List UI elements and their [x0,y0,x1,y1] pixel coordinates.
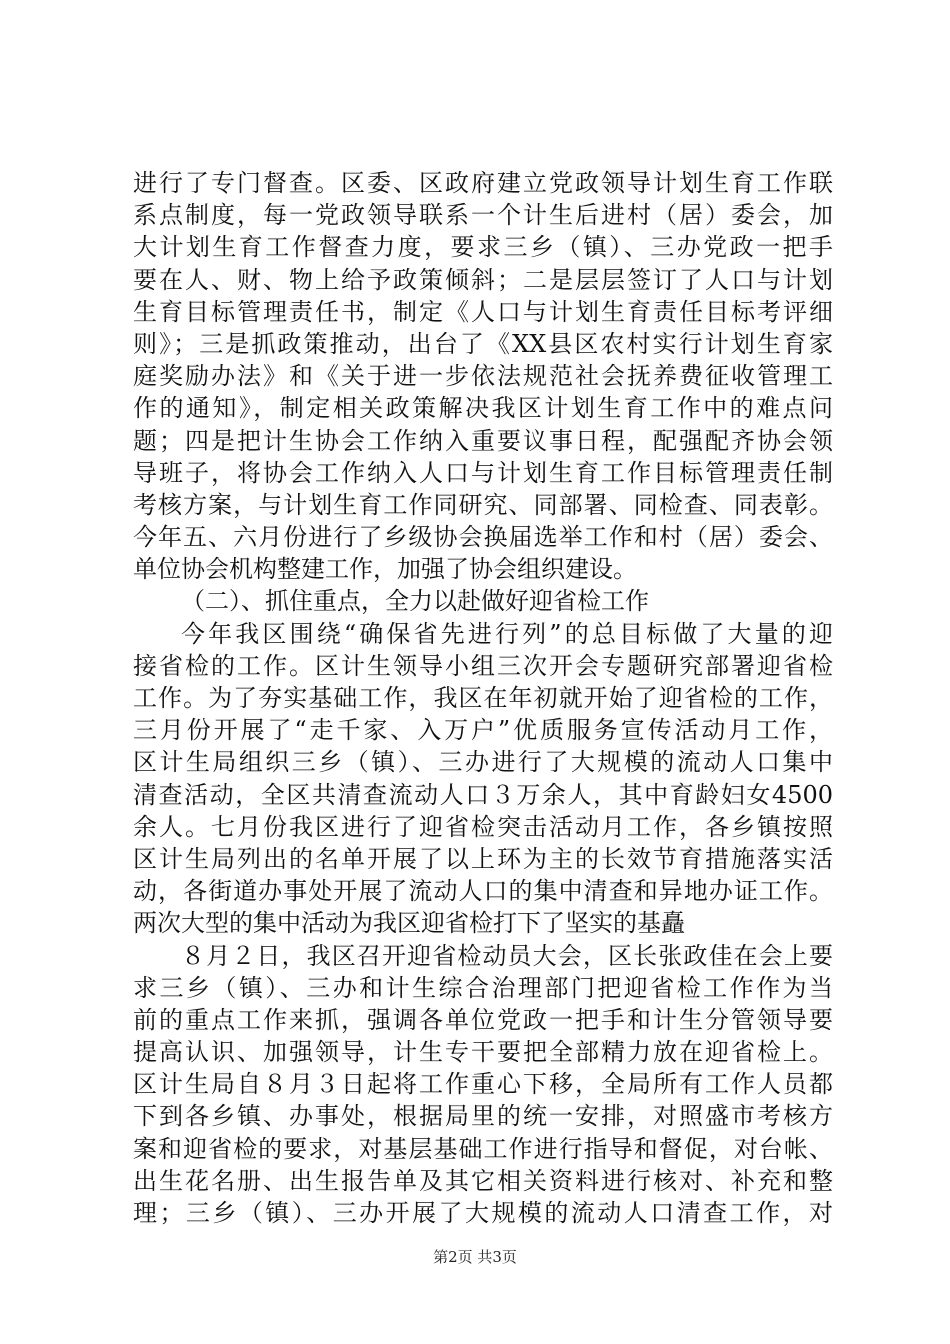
text-line: 区计生局列出的名单开展了以上环为主的长效节育措施落实活 [133,844,833,873]
text-line: 出生花名册、出生报告单及其它相关资料进行核对、补充和整 [133,1166,833,1195]
text-line: 则》；三是抓政策推动，出台了《XX县区农村实行计划生育家 [133,329,833,358]
text-line: 余人。七月份我区进行了迎省检突击活动月工作，各乡镇按照 [133,812,833,841]
text-line: 两次大型的集中活动为我区迎省检打下了坚实的基矗 [133,909,685,938]
text-line: 题；四是把计生协会工作纳入重要议事日程，配强配齐协会领 [133,426,833,455]
text-line: 工作。为了夯实基础工作，我区在年初就开始了迎省检的工作， [133,684,833,712]
text-line: 大计划生育工作督查力度，要求三乡（镇）、三办党政一把手 [133,233,833,262]
text-line: 理；三乡（镇）、三办开展了大规模的流动人口清查工作，对 [133,1199,833,1227]
text-line: 系点制度，每一党政领导联系一个计生后进村（居）委会，加 [133,201,833,230]
text-line: 求三乡（镇）、三办和计生综合治理部门把迎省检工作作为当 [133,973,833,1002]
document-body [133,167,833,1229]
text-line: 案和迎省检的要求，对基层基础工作进行指导和督促，对台帐、 [133,1134,833,1163]
text-line: 今年我区围绕“确保省先进行列”的总目标做了大量的迎 [181,619,833,648]
page-footer: 第2页 共3页 [433,1248,517,1266]
text-line: 作的通知》，制定相关政策解决我区计划生育工作中的难点问 [133,394,833,423]
text-line: 区计生局自８月３日起将工作重心下移，全局所有工作人员都 [133,1070,833,1099]
text-line: 进行了专门督查。区委、区政府建立党政领导计划生育工作联 [133,169,833,197]
text-line: ８月２日，我区召开迎省检动员大会，区长张政佳在会上要 [181,941,833,970]
text-line: 动，各街道办事处开展了流动人口的集中清查和异地办证工作。 [133,877,833,906]
text-line: 今年五、六月份进行了乡级协会换届选举工作和村（居）委会、 [133,523,833,552]
text-line: 导班子，将协会工作纳入人口与计划生育工作目标管理责任制 [133,458,833,487]
text-line: 下到各乡镇、办事处，根据局里的统一安排，对照盛市考核方 [133,1102,833,1131]
text-line: 生育目标管理责任书，制定《人口与计划生育责任目标考评细 [133,297,833,326]
text-line: 单位协会机构整建工作，加强了协会组织建设。 [133,555,637,584]
text-line: 接省检的工作。区计生领导小组三次开会专题研究部署迎省检 [133,651,833,680]
text-line: 要在人、财、物上给予政策倾斜；二是层层签订了人口与计划 [133,265,833,294]
text-line: 三月份开展了“走千家、入万户”优质服务宣传活动月工作， [133,716,833,745]
text-line: 前的重点工作来抓，强调各单位党政一把手和计生分管领导要 [133,1005,833,1034]
text-line: 考核方案，与计划生育工作同研究、同部署、同检查、同表彰。 [133,490,833,519]
text-line: 清查活动，全区共清查流动人口３万余人，其中育龄妇女4500 [133,780,833,809]
text-line: 提高认识、加强领导，计生专干要把全部精力放在迎省检上。 [133,1038,833,1067]
text-line: 庭奖励办法》和《关于进一步依法规范社会抚养费征收管理工 [133,362,833,391]
text-line: 区计生局组织三乡（镇）、三办进行了大规模的流动人口集中 [133,748,833,777]
section-heading: （二）、抓住重点，全力以赴做好迎省检工作 [181,587,649,616]
